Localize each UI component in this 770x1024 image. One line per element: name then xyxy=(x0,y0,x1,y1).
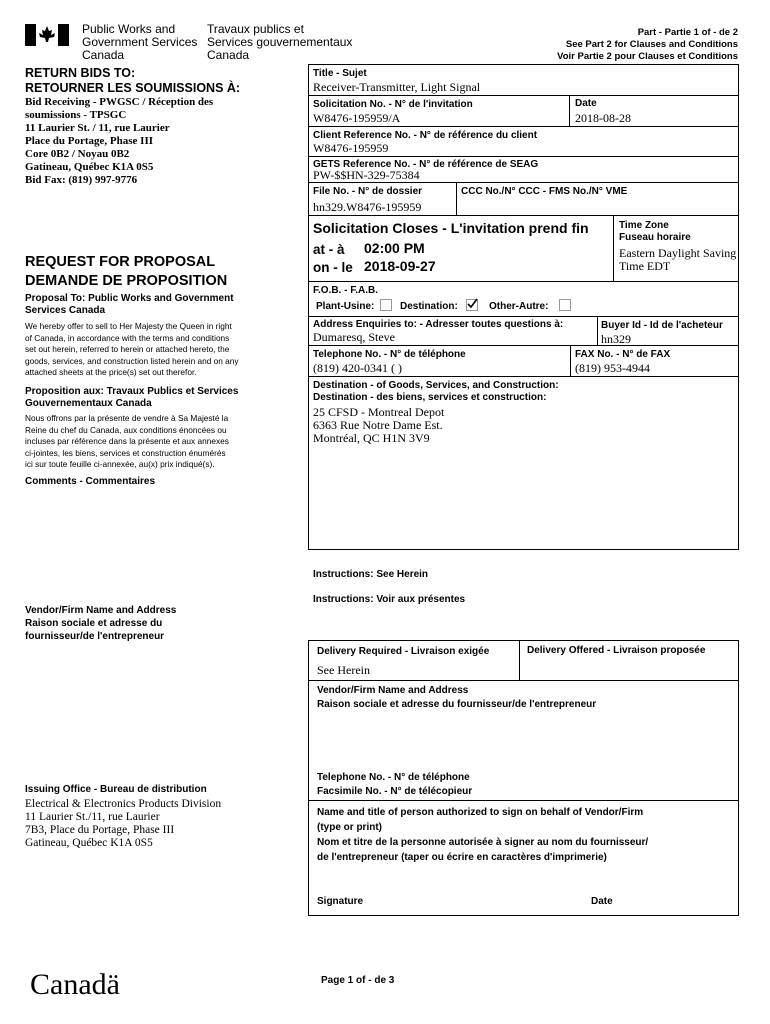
vendor-firm-label: Vendor/Firm Name and Address Raison sociale et adresse du fournisseur/de l'entrepreneur xyxy=(317,685,597,710)
gets-value: PW-$$HN-329-75384 xyxy=(313,168,420,182)
fob-label: F.O.B. - F.A.B. xyxy=(313,285,378,296)
authorized-signer-label: Name and title of person authorized to sign on behalf of Vendor/Firm (type or print) Nom et titre de la personne autorisée à signer au nom du fournisseur/ de l'entrepreneur (taper ou écrire en caractères d'imprimerie) xyxy=(317,807,649,863)
instructions-en: Instructions: See Herein xyxy=(313,569,429,580)
closes-title: Solicitation Closes - L'invitation prend fin xyxy=(313,220,589,236)
return-bids-address: Bid Receiving - PWGSC / Réception des soumissions - TPSGC 11 Laurier St. / 11, rue Laurier Place du Portage, Phase III Core 0B2 / Noyau 0B2 Gatineau, Québec K1A 0S5 Bid Fax: (819) 997-9776 xyxy=(25,96,214,186)
address-enquiries-value: Dumaresq, Steve xyxy=(313,330,395,344)
page-number: Page 1 of - de 3 xyxy=(321,975,395,986)
client-ref-label: Client Reference No. - N° de référence du client xyxy=(313,130,538,141)
canada-flag-logo xyxy=(25,24,69,46)
department-name-fr: Travaux publics et Services gouvernementaux Canada xyxy=(207,22,353,62)
comments-label: Comments - Commentaires xyxy=(25,476,156,487)
department-name-en: Public Works and Government Services Canada xyxy=(82,22,198,62)
ccc-label: CCC No./N° CCC - FMS No./N° VME xyxy=(461,186,628,197)
telephone-label: Telephone No. - N° de téléphone xyxy=(313,349,466,360)
client-ref-value: W8476-195959 xyxy=(313,141,389,155)
date-label: Date xyxy=(575,98,597,109)
other-checkbox[interactable] xyxy=(559,299,571,311)
title-label: Title - Sujet xyxy=(313,68,367,79)
proposal-to-fr: Proposition aux: Travaux Publics et Services Gouvernementaux Canada xyxy=(25,386,239,409)
part-info: Part - Partie 1 of - de 2 See Part 2 for Clauses and Conditions Voir Partie 2 pour Clauses et Conditions xyxy=(557,27,738,62)
delivery-offered-label: Delivery Offered - Livraison proposée xyxy=(527,645,706,656)
fax-value: (819) 953-4944 xyxy=(575,361,650,375)
issuing-office-title: Issuing Office - Bureau de distribution xyxy=(25,784,207,795)
at-label: at - à xyxy=(313,242,345,257)
vendor-fax-label: Facsimile No. - N° de télécopieur xyxy=(317,786,473,797)
title-value: Receiver-Transmitter, Light Signal xyxy=(313,80,481,94)
vendor-telephone-label: Telephone No. - N° de téléphone xyxy=(317,772,470,783)
destination-label: Destination: xyxy=(400,301,458,312)
fax-label: FAX No. - N° de FAX xyxy=(575,349,671,360)
issuing-office-address: Electrical & Electronics Products Division 11 Laurier St./11, rue Laurier 7B3, Place du Portage, Phase III Gatineau, Québec K1A 0S5 xyxy=(25,798,222,849)
on-label: on - le xyxy=(313,260,353,275)
plant-label: Plant-Usine: xyxy=(316,301,375,312)
destination-goods-address: 25 CFSD - Montreal Depot 6363 Rue Notre Dame Est. Montréal, QC H1N 3V9 xyxy=(313,405,445,445)
file-no-label: File No. - N° de dossier xyxy=(313,186,423,197)
return-bids-title: RETURN BIDS TO: RETOURNER LES SOUMISSIONS À: xyxy=(25,66,241,95)
solicitation-value: W8476-195959/A xyxy=(313,111,401,125)
closing-date: 2018-09-27 xyxy=(364,258,436,274)
canada-wordmark-logo: Canadä xyxy=(30,968,120,1001)
delivery-required-value: See Herein xyxy=(317,663,370,677)
destination-goods-label: Destination - of Goods, Services, and Construction: Destination - des biens, services et construction: xyxy=(313,380,559,403)
destination-checkbox[interactable] xyxy=(466,299,478,311)
buyer-id-value: hn329 xyxy=(601,332,631,346)
time-zone-value: Eastern Daylight Saving Time EDT xyxy=(619,246,737,273)
address-enquiries-label: Address Enquiries to: - Adresser toutes questions à: xyxy=(313,319,564,330)
proposal-body-fr: Nous offrons par la présente de vendre à Sa Majesté la Reine du chef du Canada, aux conditions énoncées ou incluses par référence dans la présente et aux annexes ci-jointes, les biens, services et construction énumérés ici sur toute feuille ci-annexée, au(x) prix indiqué(s). xyxy=(25,413,229,469)
proposal-body-en: We hereby offer to sell to Her Majesty the Queen in right of Canada, in accordance with the terms and conditions set out herein, referred to herein or attached hereto, the goods, services, and construction listed herein and on any attached sheets at the price(s) set out therefor. xyxy=(25,321,239,377)
buyer-id-label: Buyer Id - Id de l'acheteur xyxy=(601,320,723,331)
rfp-title: REQUEST FOR PROPOSAL DEMANDE DE PROPOSITION xyxy=(25,254,228,289)
telephone-value: (819) 420-0341 ( ) xyxy=(313,361,402,375)
other-label: Other-Autre: xyxy=(489,301,549,312)
date-value: 2018-08-28 xyxy=(575,111,631,125)
delivery-required-label: Delivery Required - Livraison exigée xyxy=(317,646,490,657)
plant-checkbox[interactable] xyxy=(380,299,392,311)
gets-label: GETS Reference No. - N° de référence de SEAG xyxy=(313,159,539,170)
instructions-fr: Instructions: Voir aux présentes xyxy=(313,594,466,605)
signature-label: Signature xyxy=(317,896,364,907)
maple-leaf-icon xyxy=(25,24,69,46)
time-zone-label: Time Zone Fuseau horaire xyxy=(619,220,691,243)
file-no-value: hn329.W8476-195959 xyxy=(313,200,422,214)
closing-time: 02:00 PM xyxy=(364,240,425,256)
solicitation-label: Solicitation No. - N° de l'invitation xyxy=(313,99,473,110)
checkmark-icon xyxy=(466,298,478,310)
vendor-firm-left-label: Vendor/Firm Name and Address Raison sociale et adresse du fournisseur/de l'entrepreneur xyxy=(25,605,177,642)
signature-date-label: Date xyxy=(591,896,613,907)
proposal-to-en: Proposal To: Public Works and Government Services Canada xyxy=(25,293,234,316)
